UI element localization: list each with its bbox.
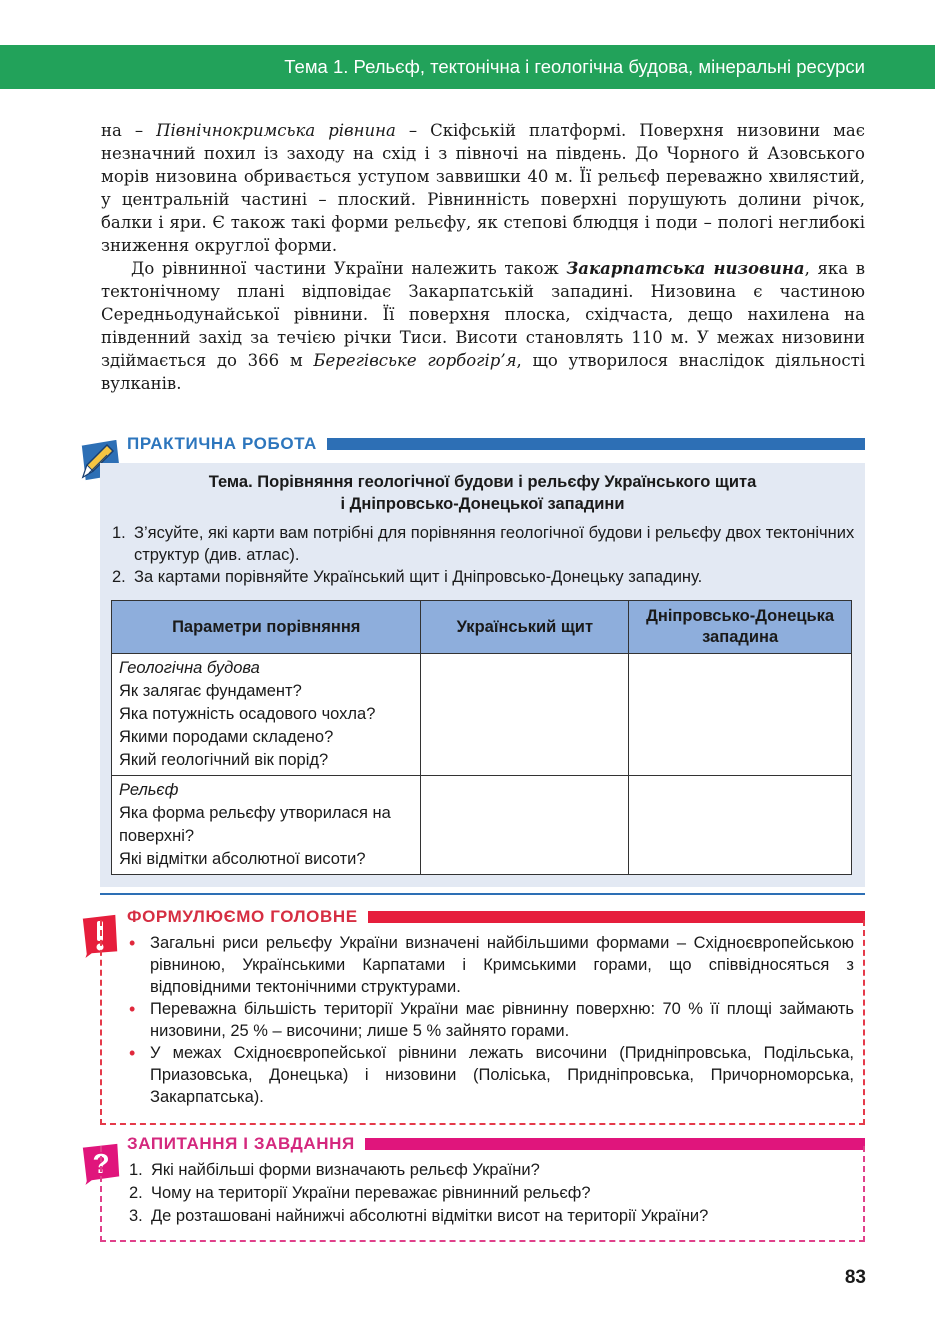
table-header-cell: Параметри порівняння bbox=[112, 601, 421, 654]
term-berehove-hills: Берегівське горбогір’я bbox=[313, 351, 517, 370]
table-row bbox=[112, 654, 852, 776]
list-item: • У межах Східноєвропейської рівнини лежать височини (Придніпровська, Подільська, Приазовська, Донецька) і низовини (Поліська, Придніпровська, Причорноморська, Закарпатська). bbox=[129, 1043, 854, 1106]
list-item: 1. Які найбільші форми визначають рельєф України? bbox=[129, 1161, 540, 1179]
list-item: • Переважна більшість території України має рівнинну поверхню: 70 % її площі займають низовини, 25 % – височини; лише 5 % зайнято горами. bbox=[129, 999, 854, 1040]
table-row bbox=[112, 776, 852, 875]
chapter-title: Тема 1. Рельєф, тектонічна і геологічна будова, мінеральні ресурси bbox=[284, 56, 865, 77]
summary-heading: ФОРМУЛЮЄМО ГОЛОВНЕ bbox=[127, 907, 865, 927]
term-transcarpathian-lowland: Закарпатська низовина bbox=[566, 259, 805, 278]
page-number: 83 bbox=[844, 1267, 866, 1288]
bullet-icon: • bbox=[129, 933, 136, 953]
paragraph-1: на – Північнокримська рівнина – Скіфській платформі. Поверхня низовини має незначний похил із заходу на схід і з півночі на південь. До Чорного й Азовського морів низовина обривається уступом заввишки 40 м. Її рельєф переважно хвилястий, у центральній частині – плоский. Рівнинність поверхні порушують долини річок, балки і яри. Є також такі форми рельєфу, як степові блюдця і поди – пологі неглибокі зниження округлої форми. bbox=[101, 121, 865, 255]
chapter-header bbox=[0, 45, 935, 89]
practical-task-list bbox=[112, 522, 857, 588]
table-header-cell: Український щит bbox=[421, 601, 629, 654]
body-text bbox=[101, 119, 865, 395]
table-cell: Геологічна будова Як залягає фундамент? Яка потужність осадового чохла? Якими породами складено? Який геологічний вік порід? bbox=[112, 654, 421, 776]
comparison-table bbox=[111, 600, 852, 875]
questions-heading: ЗАПИТАННЯ І ЗАВДАННЯ bbox=[127, 1134, 865, 1154]
table-cell-empty[interactable] bbox=[629, 776, 852, 875]
practical-work-heading: ПРАКТИЧНА РОБОТА bbox=[127, 434, 865, 454]
heading-rule bbox=[327, 438, 865, 450]
table-header-row bbox=[112, 601, 852, 654]
questions-list bbox=[129, 1159, 849, 1228]
table-cell-empty[interactable] bbox=[629, 654, 852, 776]
table-header-cell: Дніпровсько-Донецька западина bbox=[629, 601, 852, 654]
practical-bottom-rule bbox=[100, 893, 865, 895]
list-item: 1. З’ясуйте, які карти вам потрібні для порівняння геологічної будови і рельєфу двох тектонічних структур (див. атлас). bbox=[112, 524, 855, 564]
practical-topic: Тема. Порівняння геологічної будови і рельєфу Українського щита і Дніпровсько-Донецької западини bbox=[208, 473, 757, 513]
bullet-icon: • bbox=[129, 1043, 136, 1063]
table-cell: Рельєф Яка форма рельєфу утворилася на поверхні? Які відмітки абсолютної висоти? bbox=[112, 776, 421, 875]
table-cell-empty[interactable] bbox=[421, 776, 629, 875]
list-item: 2. За картами порівняйте Український щит і Дніпровсько-Донецьку западину. bbox=[112, 568, 703, 586]
svg-text:?: ? bbox=[92, 1148, 110, 1179]
summary-list bbox=[127, 932, 854, 1108]
table-cell-empty[interactable] bbox=[421, 654, 629, 776]
list-item: 3. Де розташовані найнижчі абсолютні відмітки висот на території України? bbox=[129, 1207, 709, 1225]
bullet-icon: • bbox=[129, 999, 136, 1019]
list-item: • Загальні риси рельєфу України визначені найбільшими формами – Східноєвропейською рівниною, Українськими Карпатами і Кримськими горами, що співвідносяться з відповідними тектонічними структурами. bbox=[129, 933, 854, 996]
term-north-crimean-plain: Північнокримська рівнина bbox=[156, 121, 396, 140]
list-item: 2. Чому на території України переважає рівнинний рельєф? bbox=[129, 1184, 591, 1202]
paragraph-2: До рівнинної частини України належить також Закарпатська низовина, яка в тектонічному плані відповідає Закарпатській западині. Низовина є частиною Середньодунайської рівнини. Її поверхня плоска, східчаста, дещо нахилена на південний захід за течією річки Тиси. Висоти становлять 110 м. У межах низовини здіймається до 366 м Берегівське горбогір’я, що утворилося внаслідок діяльності вулканів. bbox=[101, 259, 865, 393]
